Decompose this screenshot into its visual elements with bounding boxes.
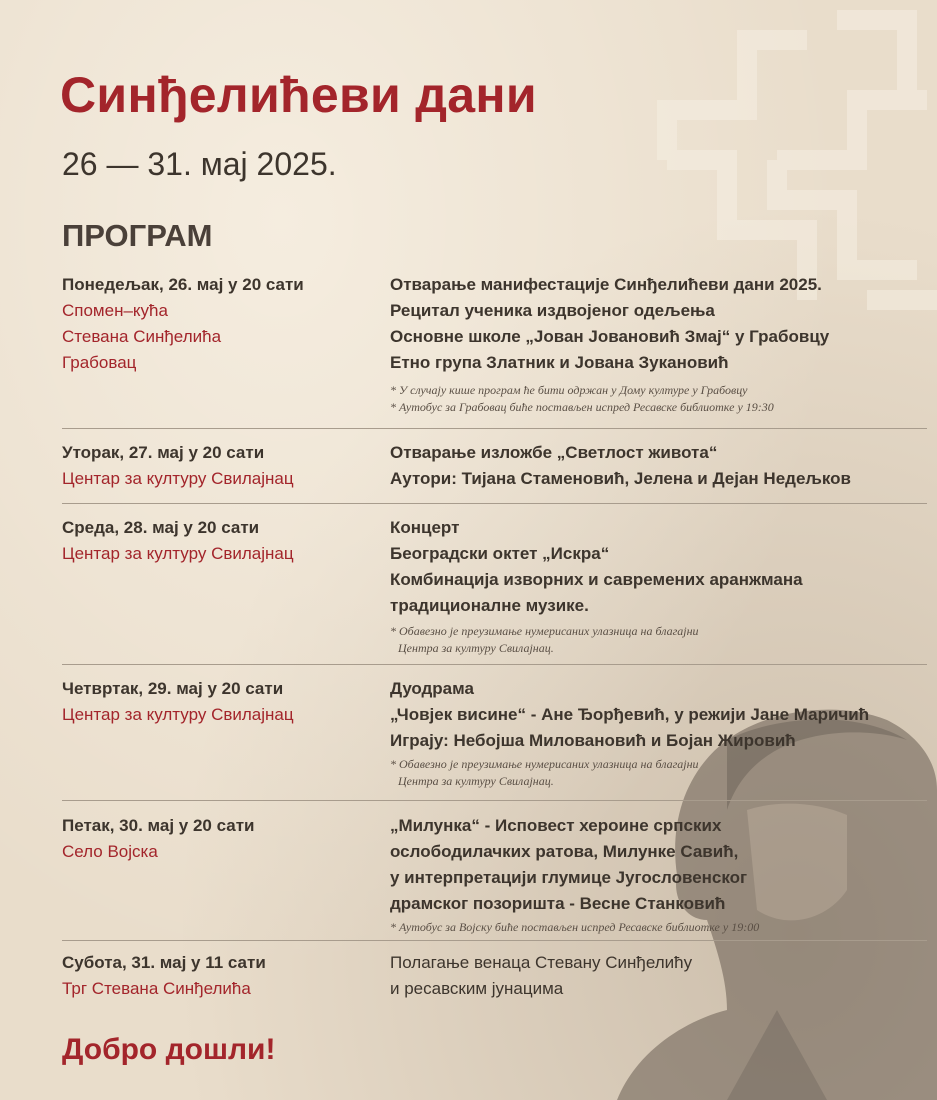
event-note: * Обавезно је преузимање нумерисаних улазница на благајни — [390, 624, 699, 638]
program-heading: ПРОГРАМ — [62, 218, 213, 253]
event-venue: Центар за културу Свилајнац — [62, 705, 294, 724]
row-divider — [62, 503, 927, 504]
event-venue: Грабовац — [62, 353, 137, 372]
row-divider — [62, 428, 927, 429]
event-description: Концерт — [390, 518, 460, 537]
row-divider — [62, 800, 927, 801]
event-description: Београдски октет „Искра“ — [390, 544, 610, 563]
event-venue: Центар за културу Свилајнац — [62, 544, 294, 563]
event-description: Аутори: Тијана Стаменовић, Јелена и Дејан Недељков — [390, 469, 851, 488]
event-description: „Милунка“ - Исповест хероине српских — [390, 816, 722, 835]
event-description: и ресавским јунацима — [390, 979, 564, 998]
event-description: драмског позоришта - Весне Станковић — [390, 894, 726, 913]
event-venue: Село Војска — [62, 842, 158, 861]
event-description: Рецитал ученика издвојеног одељења — [390, 301, 715, 320]
event-time: Четвртак, 29. мај у 20 сати — [62, 679, 284, 698]
row-divider — [62, 940, 927, 941]
event-description: Етно група Златник и Јована Зукановић — [390, 353, 729, 372]
welcome-text: Добро дошли! — [62, 1033, 276, 1066]
event-venue: Спомен–кућа — [62, 301, 168, 320]
row-divider — [62, 664, 927, 665]
event-description: Дуодрама — [390, 679, 474, 698]
event-time: Уторак, 27. мај у 20 сати — [62, 443, 265, 462]
event-time: Понедељак, 26. мај у 20 сати — [62, 275, 304, 294]
event-note: Центра за културу Свилајнац. — [398, 641, 554, 655]
event-venue: Центар за културу Свилајнац — [62, 469, 294, 488]
event-note: * Обавезно је преузимање нумерисаних улазница на благајни — [390, 757, 699, 771]
event-description: „Човјек висине“ - Ане Ђорђевић, у режији Јане Маричић — [390, 705, 870, 724]
event-description: Основне школе „Јован Јовановић Змај“ у Грабовцу — [390, 327, 830, 346]
event-note: Центра за културу Свилајнац. — [398, 774, 554, 788]
event-time: Среда, 28. мај у 20 сати — [62, 518, 260, 537]
page-title: Синђелићеви дани — [60, 67, 537, 123]
event-description: Отварање манифестације Синђелићеви дани 2025. — [390, 275, 822, 294]
event-description: ослободилачких ратова, Милунке Савић, — [390, 842, 739, 861]
event-note: * Аутобус за Војску биће постављен испред Ресавске библиотке у 19:00 — [390, 920, 760, 934]
event-time: Субота, 31. мај у 11 сати — [62, 953, 266, 972]
event-description: Полагање венаца Стевану Синђелићу — [390, 953, 693, 972]
event-dates: 26 — 31. мај 2025. — [62, 146, 337, 182]
event-description: Играју: Небојша Миловановић и Бојан Жировић — [390, 731, 796, 750]
event-venue: Стевана Синђелића — [62, 327, 222, 346]
event-time: Петак, 30. мај у 20 сати — [62, 816, 255, 835]
event-note: * У случају кише програм ће бити одржан у Дому културе у Грабовцу — [390, 383, 748, 397]
event-description: Комбинација изворних и савремених аранжмана — [390, 570, 803, 589]
event-venue: Трг Стевана Синђелића — [62, 979, 251, 998]
event-note: * Аутобус за Грабовац биће постављен испред Ресавске библиотке у 19:30 — [390, 400, 774, 414]
event-description: Отварање изложбе „Светлост живота“ — [390, 443, 718, 462]
event-description: традиционалне музике. — [390, 596, 589, 615]
event-description: у интерпретацији глумице Југословенског — [390, 868, 748, 887]
